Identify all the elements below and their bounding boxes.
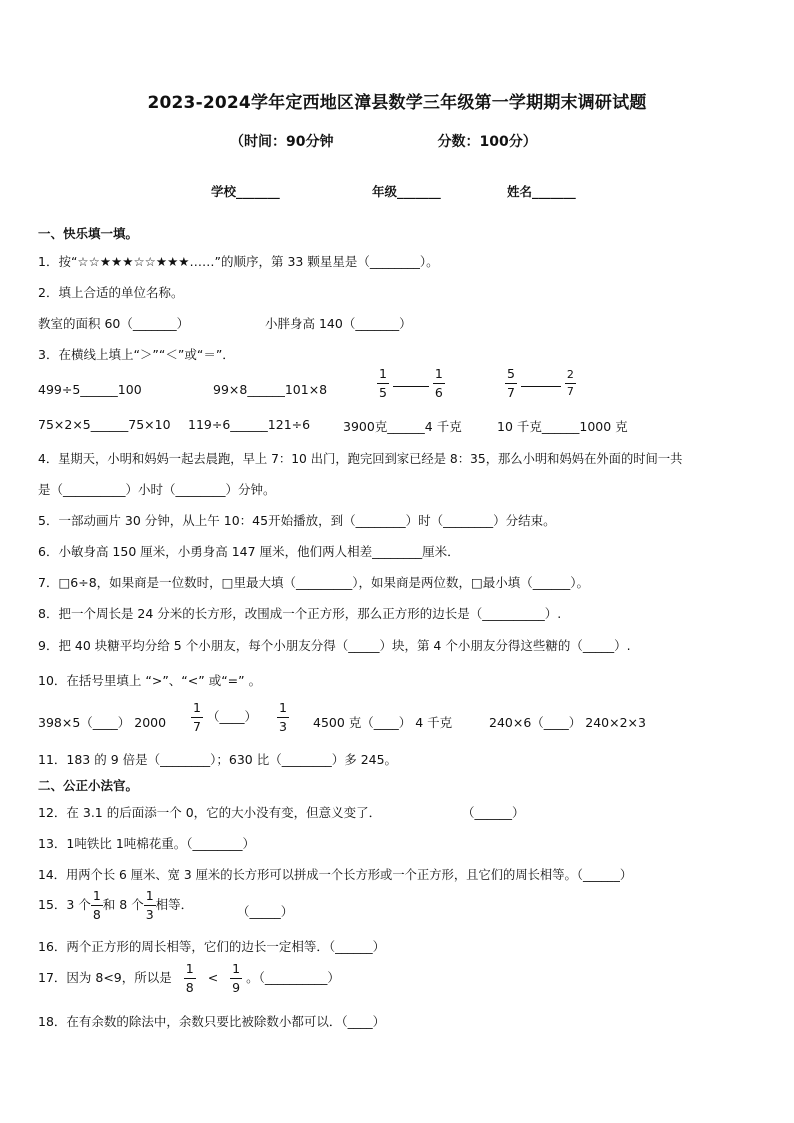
section-heading-2: 二、公正小法官。	[38, 778, 139, 793]
question-3: 3．在横线上填上“＞”“＜”或“＝”．	[38, 347, 235, 362]
question-3-row2-d: 10 千克______1000 克	[497, 419, 628, 434]
exam-subtitle	[230, 131, 537, 151]
fraction: $\frac{1}{6}$	[434, 366, 443, 400]
question-3-row2-c: 3900克______4 千克	[343, 419, 462, 434]
question-11: 11．183 的 9 倍是（________）；630 比（________）多 245。	[38, 752, 398, 767]
question-17: 17．因为 8<9，所以是 $\frac{1}{8}$ < $\frac{1}{9}$ 。（__________）	[38, 961, 340, 995]
question-15-answer[interactable]: （_____）	[237, 904, 294, 919]
question-3-row1-c	[377, 367, 445, 400]
fraction: $\frac{1}{9}$	[232, 961, 241, 995]
fraction: $\frac{1}{8}$	[92, 888, 101, 922]
question-18: 18．在有余数的除法中，余数只要比被除数小都可以．（____）	[38, 1014, 386, 1029]
question-16: 16．两个正方形的周长相等，它们的边长一定相等．（______）	[38, 939, 386, 954]
question-4-line1: 4．星期天，小明和妈妈一起去晨跑，早上 7：10 出门，跑完回到家已经是 8：35，那么小明和妈妈在外面的时间一共	[38, 452, 683, 466]
exam-time: （时间：90分钟	[230, 134, 334, 150]
question-6: 6．小敏身高 150 厘米，小勇身高 147 厘米，他们两人相差________厘米．	[38, 544, 460, 559]
question-9: 9．把 40 块糖平均分给 5 个小朋友，每个小朋友分得（_____）块，第 4 个小朋友分得这些糖的（_____）.	[38, 638, 631, 653]
question-10: 10．在括号里填上 “>”、“<” 或“=” 。	[38, 673, 262, 688]
question-12: 12．在 3.1 的后面添一个 0，它的大小没有变，但意义变了．	[38, 805, 382, 820]
question-10-d: 240×6（____） 240×2×3	[489, 715, 646, 730]
question-2: 2．填上合适的单位名称。	[38, 285, 184, 300]
section-heading-1: 一、快乐填一填。	[38, 226, 139, 241]
question-13: 13．1吨铁比 1吨棉花重。（________）	[38, 836, 256, 851]
exam-title: 2023-2024学年定西地区漳县数学三年级第一学期期末调研试题	[147, 93, 647, 113]
fraction: $\frac{1}{3}$	[278, 700, 287, 734]
fraction: $\frac{2}{7}$	[566, 367, 574, 398]
name-field[interactable]: 姓名_______	[507, 184, 576, 199]
answer-blank[interactable]	[521, 374, 561, 387]
question-2-a: 教室的面积 60（_______）	[38, 316, 190, 331]
question-3-row2-b: 119÷6______121÷6	[188, 417, 311, 432]
question-2-b: 小胖身高 140（_______）	[265, 316, 412, 331]
answer-paren[interactable]: （____）	[206, 708, 257, 724]
question-3-row2-a: 75×2×5______75×10	[38, 417, 171, 432]
question-3-row1-d	[505, 367, 576, 400]
question-12-answer[interactable]: （______）	[462, 805, 525, 820]
question-10-b	[191, 701, 289, 734]
question-10-c: 4500 克（____） 4 千克	[313, 715, 453, 730]
answer-blank[interactable]	[393, 374, 429, 387]
question-1: 1．按“☆☆★★★☆☆★★★……”的顺序，第 33 颗星星是（________）。	[38, 254, 439, 269]
question-3-row1-b: 99×8______101×8	[213, 382, 328, 397]
exam-score: 分数：100分）	[437, 134, 537, 150]
school-field[interactable]: 学校_______	[211, 184, 280, 199]
fraction: $\frac{1}{3}$	[145, 888, 154, 922]
question-8: 8．把一个周长是 24 分米的长方形，改围成一个正方形，那么正方形的边长是（__________）.	[38, 606, 562, 621]
question-7: 7．□6÷8，如果商是一位数时，□里最大填（_________），如果商是两位数，□最小填（______）。	[38, 575, 590, 590]
fraction: $\frac{5}{7}$	[507, 366, 515, 400]
grade-field[interactable]: 年级_______	[372, 184, 441, 199]
question-10-a: 398×5（____） 2000	[38, 715, 167, 730]
fraction: $\frac{1}{7}$	[193, 700, 201, 734]
fraction: $\frac{1}{8}$	[185, 961, 194, 995]
question-15: 15．3 个 $\frac{1}{8}$ 和 8 个 $\frac{1}{3}$ 相等．	[38, 888, 194, 922]
fraction: $\frac{1}{5}$	[379, 366, 387, 400]
question-3-row1-a: 499÷5______100	[38, 382, 142, 397]
question-14: 14．用两个长 6 厘米、宽 3 厘米的长方形可以拼成一个长方形或一个正方形，且它们的周长相等。（______）	[38, 868, 633, 882]
question-4-line2: 是（__________）小时（________）分钟。	[38, 482, 276, 497]
question-5: 5．一部动画片 30 分钟，从上午 10：45开始播放，到（________）时（________）分结束。	[38, 513, 556, 528]
